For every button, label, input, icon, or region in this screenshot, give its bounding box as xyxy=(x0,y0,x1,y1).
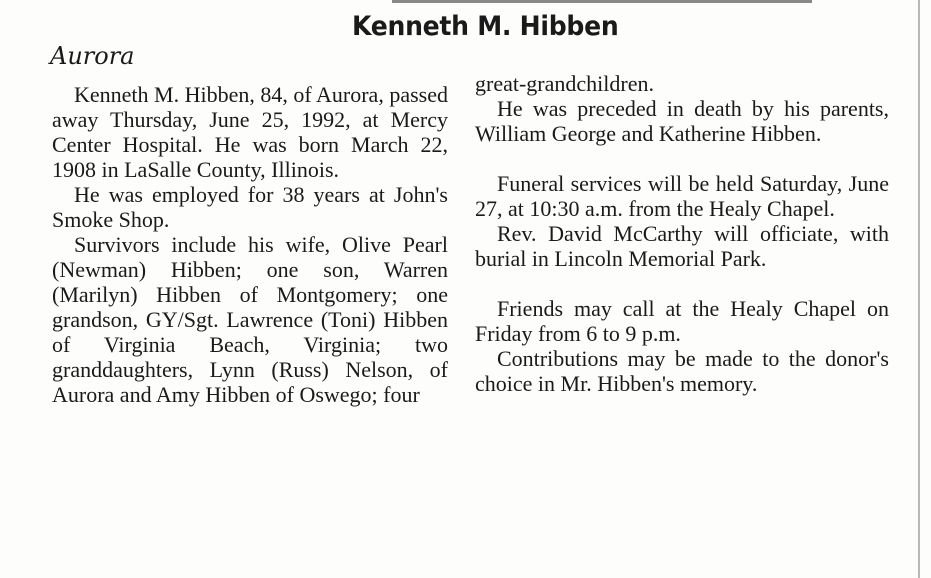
paragraph-survivors: Survivors include his wife, Olive Pearl (Newman) Hibben; one son, Warren (Marilyn) Hibben of Montgomery; one grandson, GY/Sgt. Lawrence (Toni) Hibben of Virginia Beach, Virginia; two granddaughters, Lynn (Russ) Nelson, of Aurora and Amy Hibben of Oswego; four xyxy=(52,232,448,407)
paragraph-contributions: Contributions may be made to the donor's choice in Mr. Hibben's memory. xyxy=(475,346,889,396)
dateline: Aurora xyxy=(50,42,135,70)
left-column xyxy=(52,82,448,407)
clipping-edge xyxy=(918,0,920,578)
right-column xyxy=(475,71,889,396)
paragraph-survivors-continued: great-grandchildren. xyxy=(475,71,654,96)
paragraph-officiant: Rev. David McCarthy will officiate, with burial in Lincoln Memorial Park. xyxy=(475,221,889,271)
paragraph-funeral: Funeral services will be held Saturday, June 27, at 10:30 a.m. from the Healy Chapel. xyxy=(475,171,889,221)
top-rule xyxy=(392,0,812,3)
paragraph-employment: He was employed for 38 years at John's Smoke Shop. xyxy=(52,182,448,232)
paragraph-preceded: He was preceded in death by his parents, William George and Katherine Hibben. xyxy=(475,96,889,146)
paragraph-death-notice: Kenneth M. Hibben, 84, of Aurora, passed away Thursday, June 25, 1992, at Mercy Center Hospital. He was born March 22, 1908 in LaSalle County, Illinois. xyxy=(52,82,448,182)
bleed-through-mark xyxy=(350,558,600,576)
paragraph-visitation: Friends may call at the Healy Chapel on Friday from 6 to 9 p.m. xyxy=(475,296,889,346)
obituary-headline: Kenneth M. Hibben xyxy=(352,11,619,42)
